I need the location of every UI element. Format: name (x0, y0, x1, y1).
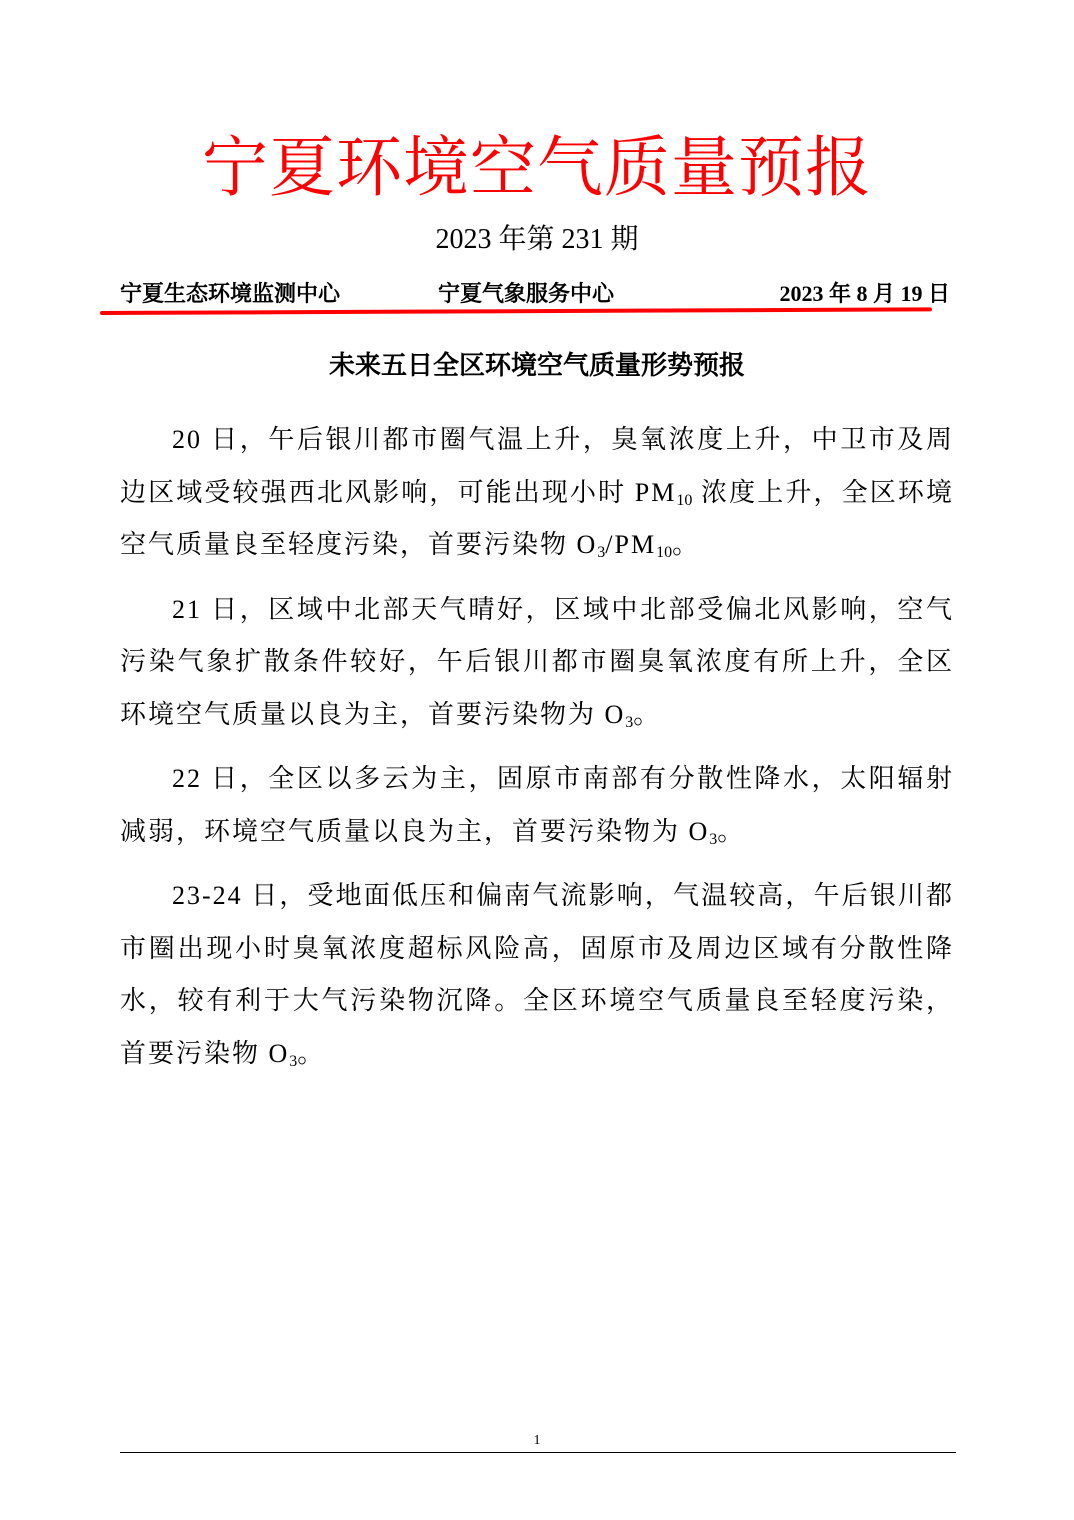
paragraph-text: 。 (633, 699, 662, 729)
forecast-paragraph-day-21 (120, 584, 954, 742)
page-number: 1 (533, 1433, 541, 1448)
subscript: 10 (676, 491, 693, 509)
paragraph-text: 20 日，午后银川都市圈气温上升，臭氧浓度上升，中卫市及周边区域受较强西北风影响，可能出现小时 PM (120, 425, 954, 507)
footer-divider-line (120, 1452, 956, 1453)
paragraph-text: /PM (605, 530, 657, 559)
paragraph-text: 22 日，全区以多云为主，固原市南部有分散性降水，太阳辐射减弱，环境空气质量以良为主，首要污染物为 O (120, 764, 954, 846)
paragraph-text: 。 (297, 1038, 326, 1068)
forecast-paragraph-day-23-24 (120, 870, 954, 1080)
issue-number: 2023 年第 231 期 (435, 224, 639, 255)
section-heading: 未来五日全区环境空气质量形势预报 (328, 351, 745, 381)
paragraph-text: 。 (672, 530, 701, 559)
issue-date: 2023 年 8 月 19 日 (779, 281, 950, 306)
issuer-monitoring-center: 宁夏生态环境监测中心 (120, 281, 341, 306)
subscript: 10 (656, 544, 673, 561)
subscript: 3 (597, 544, 606, 561)
forecast-paragraph-day-20 (120, 414, 954, 572)
paragraph-text: 浓度上升，全区环境空气质量良至轻度污染，首要污染物 O (120, 477, 954, 559)
subscript: 3 (289, 1052, 298, 1070)
forecast-body (120, 414, 954, 1092)
issuer-row (120, 276, 950, 312)
document-title: 宁夏环境空气质量预报 (202, 129, 872, 206)
issuer-meteorological-center: 宁夏气象服务中心 (438, 281, 615, 306)
subscript: 3 (625, 713, 634, 731)
paragraph-text: 21 日，区域中北部天气晴好，区域中北部受偏北风影响，空气污染气象扩散条件较好，午后银川都市圈臭氧浓度有所上升，全区环境空气质量以良为主，首要污染物为 O (120, 594, 954, 729)
forecast-paragraph-day-22 (120, 753, 954, 858)
subscript: 3 (709, 830, 718, 848)
paragraph-text: 。 (717, 816, 746, 846)
paragraph-text: 23-24 日，受地面低压和偏南气流影响，气温较高，午后银川都市圈出现小时臭氧浓度超标风险高，固原市及周边区域有分散性降水，较有利于大气污染物沉降。全区环境空气质量良至轻度污染，首要污染物 O (120, 881, 954, 1068)
